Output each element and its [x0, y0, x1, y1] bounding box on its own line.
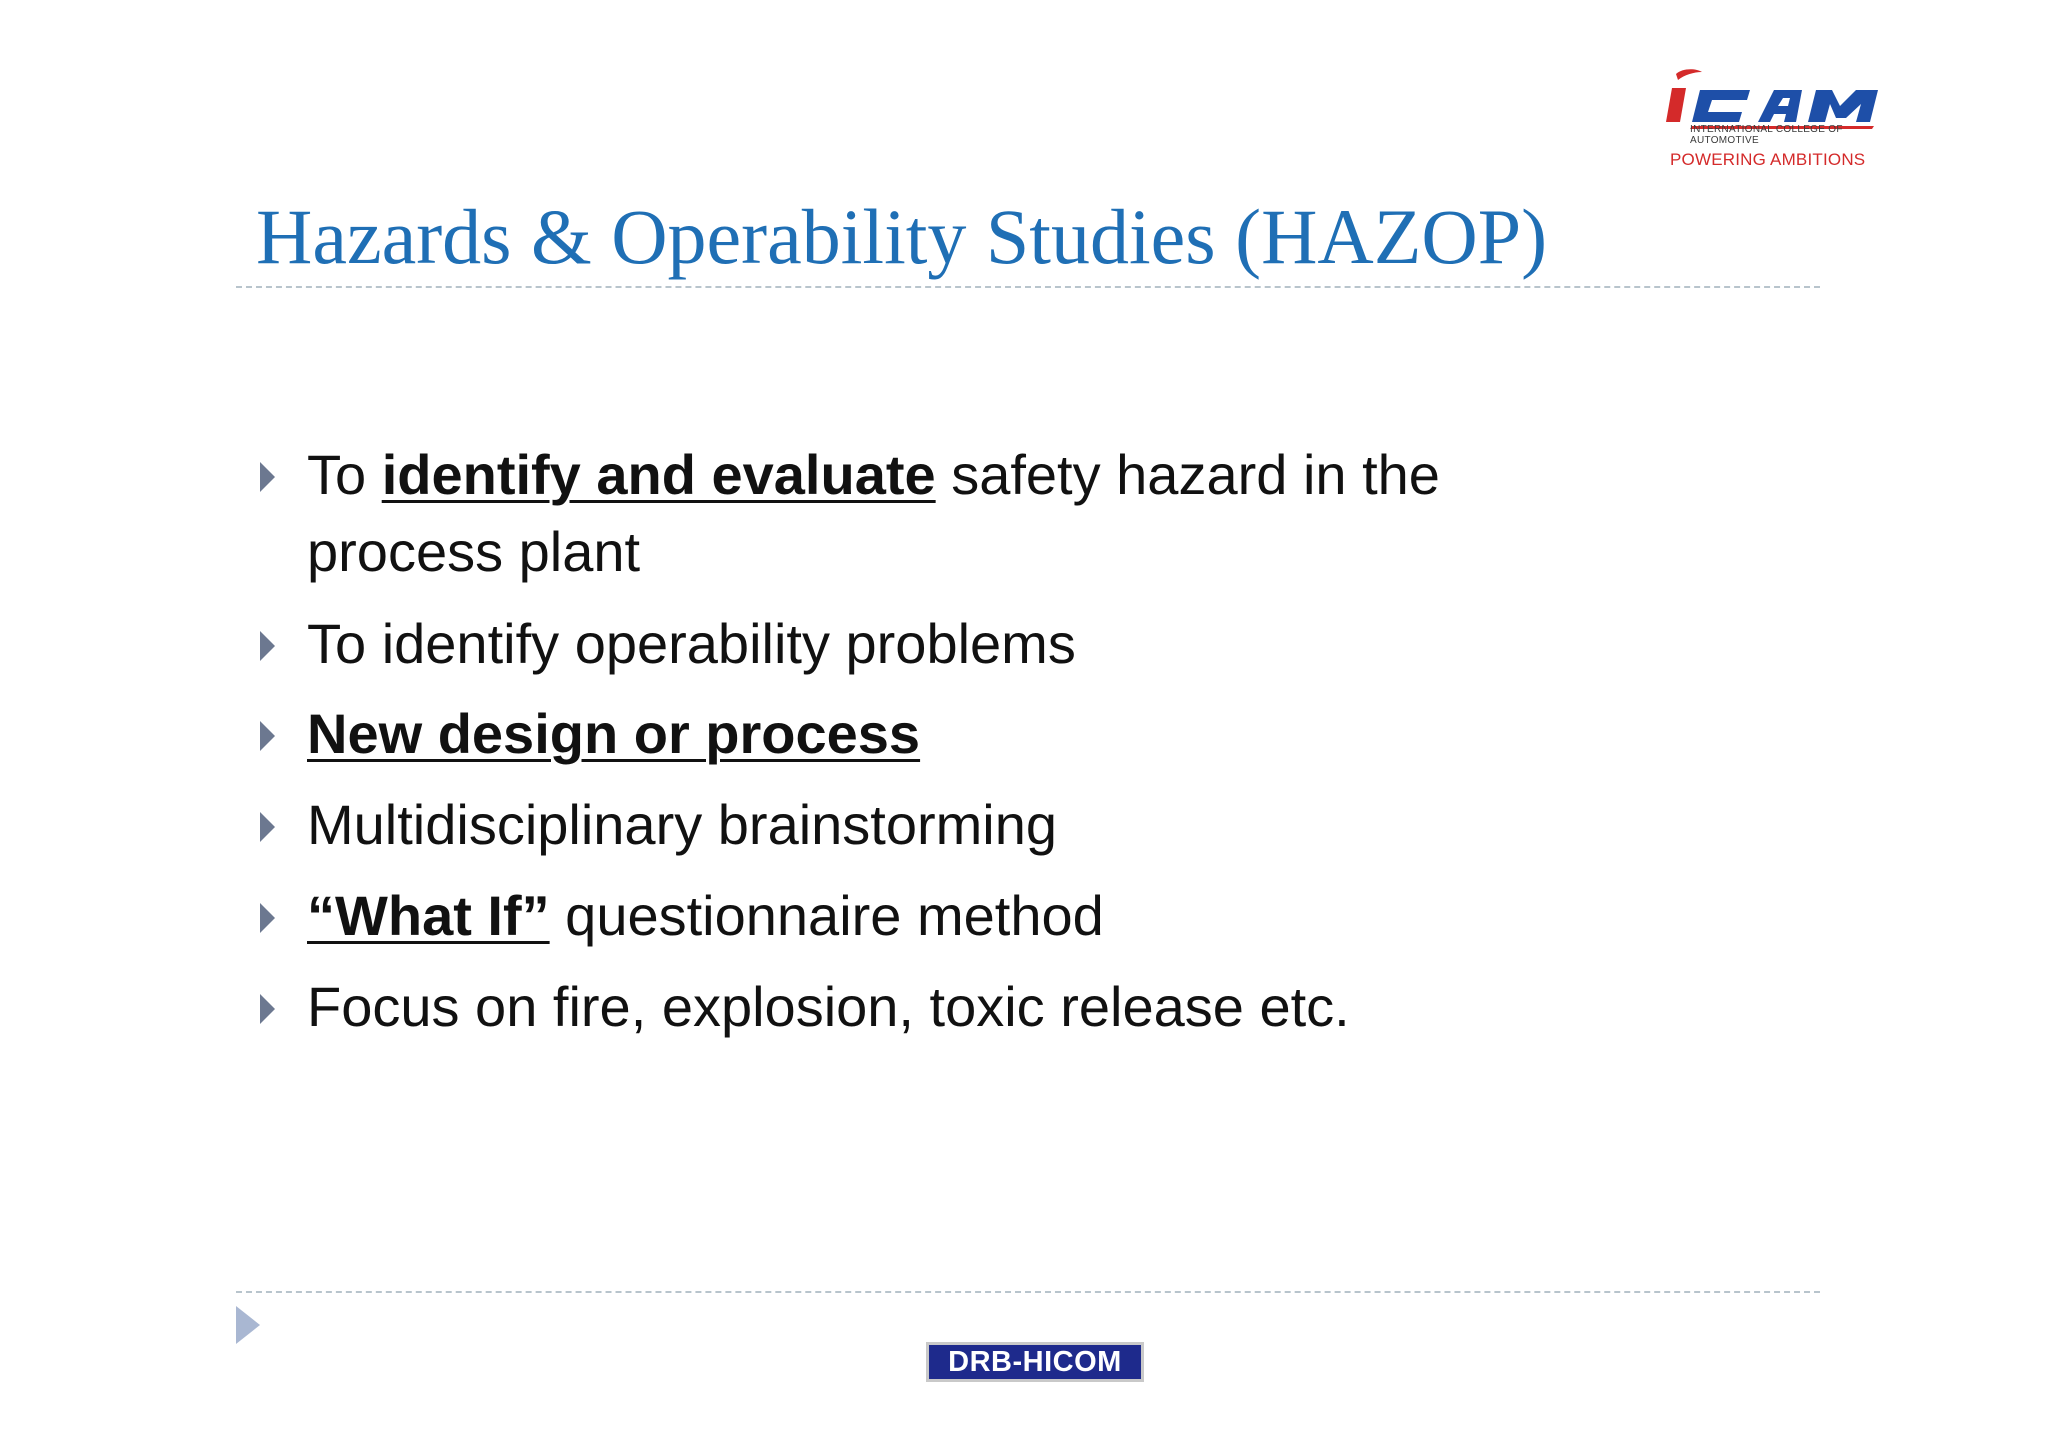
bullet-text: [307, 786, 1607, 863]
bullet-emphasis-text: “What If”: [307, 884, 550, 947]
logo-subtitle: INTERNATIONAL COLLEGE OF AUTOMOTIVE: [1690, 124, 1843, 146]
icam-logo-mark: [1662, 66, 1892, 130]
bullet-text: [307, 695, 1607, 772]
logo-tagline: POWERING AMBITIONS: [1670, 150, 1866, 169]
triangle-right-icon: [260, 812, 275, 842]
bullet-plain-text: safety hazard in the process plant: [307, 443, 1440, 583]
bullet-emphasis-text: New design or process: [307, 702, 921, 765]
bullet-text: [307, 877, 1607, 954]
bullet-emphasis-text: identify and evaluate: [381, 443, 936, 506]
footer-divider: [236, 1291, 1820, 1293]
bullet-text: [307, 968, 1607, 1045]
bullet-text: [307, 605, 1607, 682]
icam-logo: [1662, 66, 1892, 176]
triangle-right-icon: [260, 462, 275, 492]
drb-hicom-logo: DRB-HICOM: [926, 1342, 1144, 1382]
bullet-plain-text: questionnaire method: [549, 884, 1104, 947]
bullet-plain-text: Focus on fire, explosion, toxic release etc.: [307, 975, 1350, 1038]
triangle-right-icon: [260, 721, 275, 751]
slide-title: Hazards & Operability Studies (HAZOP): [256, 193, 1548, 280]
bullet-plain-text: Multidisciplinary brainstorming: [307, 793, 1058, 856]
triangle-right-icon: [236, 1306, 260, 1344]
bullet-plain-text: To: [307, 443, 382, 506]
title-divider: [236, 286, 1820, 288]
triangle-right-icon: [260, 631, 275, 661]
bullet-text: [307, 436, 1607, 590]
bullet-plain-text: To identify operability problems: [307, 612, 1076, 675]
triangle-right-icon: [260, 994, 275, 1024]
triangle-right-icon: [260, 903, 275, 933]
